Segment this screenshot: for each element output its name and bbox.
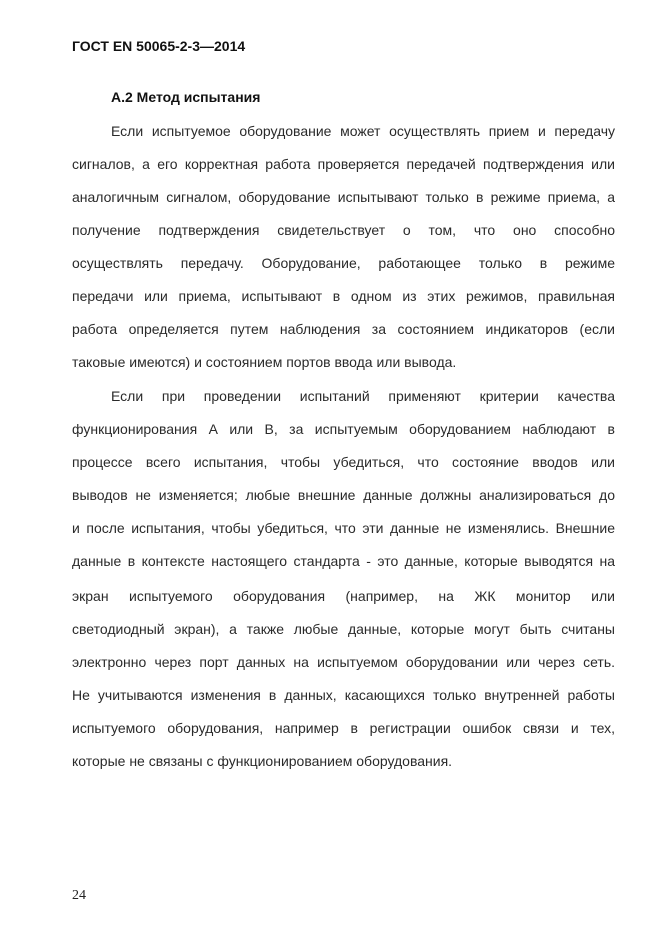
paragraph-line: получение подтверждения свидетельствует о том, что оно способно: [72, 222, 615, 238]
paragraph-line: данные в контексте настоящего стандарта - это данные, которые выводятся на: [72, 553, 615, 569]
paragraph-line: Если испытуемое оборудование может осуществлять прием и передачу: [111, 123, 615, 139]
paragraph-line: функционирования А или В, за испытуемым оборудованием наблюдают в: [72, 421, 615, 437]
paragraph-line: осуществлять передачу. Оборудование, работающее только в режиме: [72, 255, 615, 271]
paragraph-line: таковые имеются) и состоянием портов ввода или вывода.: [72, 354, 457, 370]
paragraph-line: выводов не изменяется; любые внешние данные должны анализироваться до: [72, 487, 615, 503]
paragraph-line: светодиодный экран), а также любые данные, которые могут быть считаны: [72, 621, 615, 637]
paragraph-line: Не учитываются изменения в данных, касающихся только внутренней работы: [72, 687, 615, 703]
paragraph-line: работа определяется путем наблюдения за состоянием индикаторов (если: [72, 321, 615, 337]
section-title: А.2 Метод испытания: [111, 89, 261, 105]
document-header: ГОСТ EN 50065-2-3—2014: [72, 38, 246, 54]
paragraph-line: которые не связаны с функционированием оборудования.: [72, 753, 453, 769]
paragraph-line: аналогичным сигналом, оборудование испытывают только в режиме приема, а: [72, 189, 615, 205]
paragraph-line: и после испытания, чтобы убедиться, что эти данные не изменялись. Внешние: [72, 520, 615, 536]
paragraph-line: экран испытуемого оборудования (например, на ЖК монитор или: [72, 588, 615, 604]
paragraph-line: электронно через порт данных на испытуемом оборудовании или через сеть.: [72, 654, 615, 670]
paragraph-line: передачи или приема, испытывают в одном из этих режимов, правильная: [72, 288, 615, 304]
paragraph-line: Если при проведении испытаний применяют критерии качества: [111, 388, 615, 404]
page-number: 24: [72, 888, 86, 903]
paragraph-line: испытуемого оборудования, например в регистрации ошибок связи и тех,: [72, 720, 615, 736]
paragraph-line: сигналов, а его корректная работа проверяется передачей подтверждения или: [72, 156, 615, 172]
paragraph-line: процессе всего испытания, чтобы убедиться, что состояние вводов или: [72, 454, 615, 470]
